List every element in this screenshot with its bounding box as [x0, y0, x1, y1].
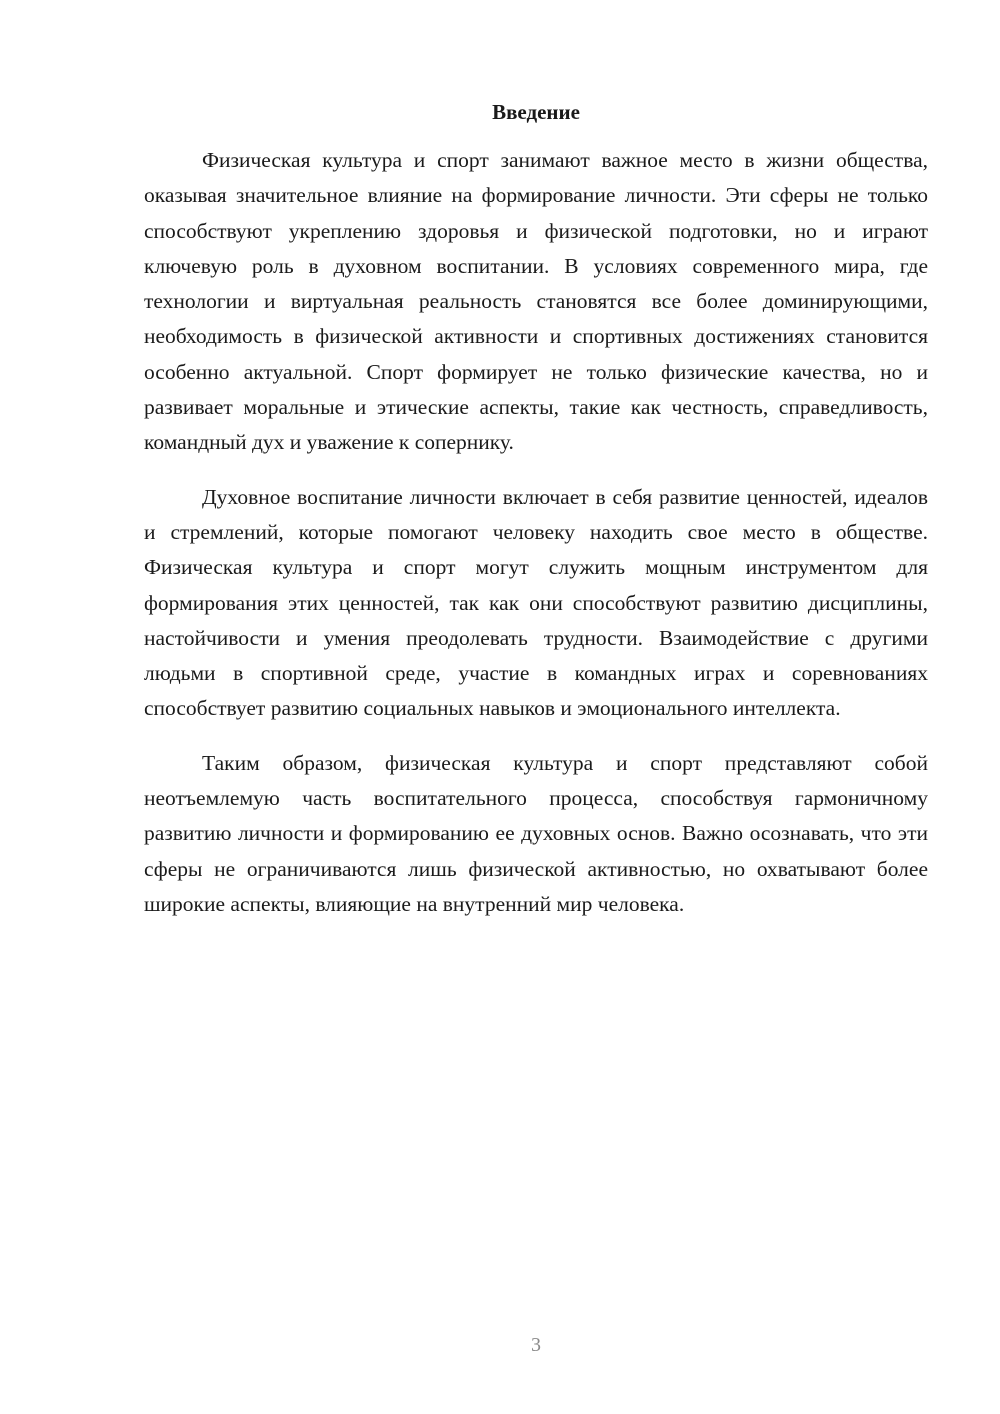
- paragraph-2: Духовное воспитание личности включает в себя развитие ценностей, идеалов и стремлений, которые помогают человеку находить свое место в обществе. Физическая культура и спорт могут служить мощным инструментом для формирования этих ценностей, так как они способствуют развитию дисциплины, настойчивости и умения преодолевать трудности. Взаимодействие с другими людьми в спортивной среде, участие в командных играх и соревнованиях способствует развитию социальных навыков и эмоционального интеллекта.: [144, 484, 928, 721]
- paragraph-3: Таким образом, физическая культура и спорт представляют собой неотъемлемую часть воспитательного процесса, способствуя гармоничному развитию личности и формированию ее духовных основ. Важно осознавать, что эти сферы не ограничиваются лишь физической активностью, но охватывают более широкие аспекты, влияющие на внутренний мир человека.: [144, 750, 928, 916]
- page-number: 3: [531, 1334, 541, 1356]
- body-text: [144, 143, 928, 922]
- paragraph-1: Физическая культура и спорт занимают важное место в жизни общества, оказывая значительное влияние на формирование личности. Эти сферы не только способствуют укреплению здоровья и физической подготовки, но и играют ключевую роль в духовном воспитании. В условиях современного мира, где технологии и виртуальная реальность становятся все более доминирующими, необходимость в физической активности и спортивных достижениях становится особенно актуальной. Спорт формирует не только физические качества, но и развивает моральные и этические аспекты, такие как честность, справедливость, командный дух и уважение к сопернику.: [144, 148, 928, 455]
- section-heading: Введение: [492, 100, 580, 124]
